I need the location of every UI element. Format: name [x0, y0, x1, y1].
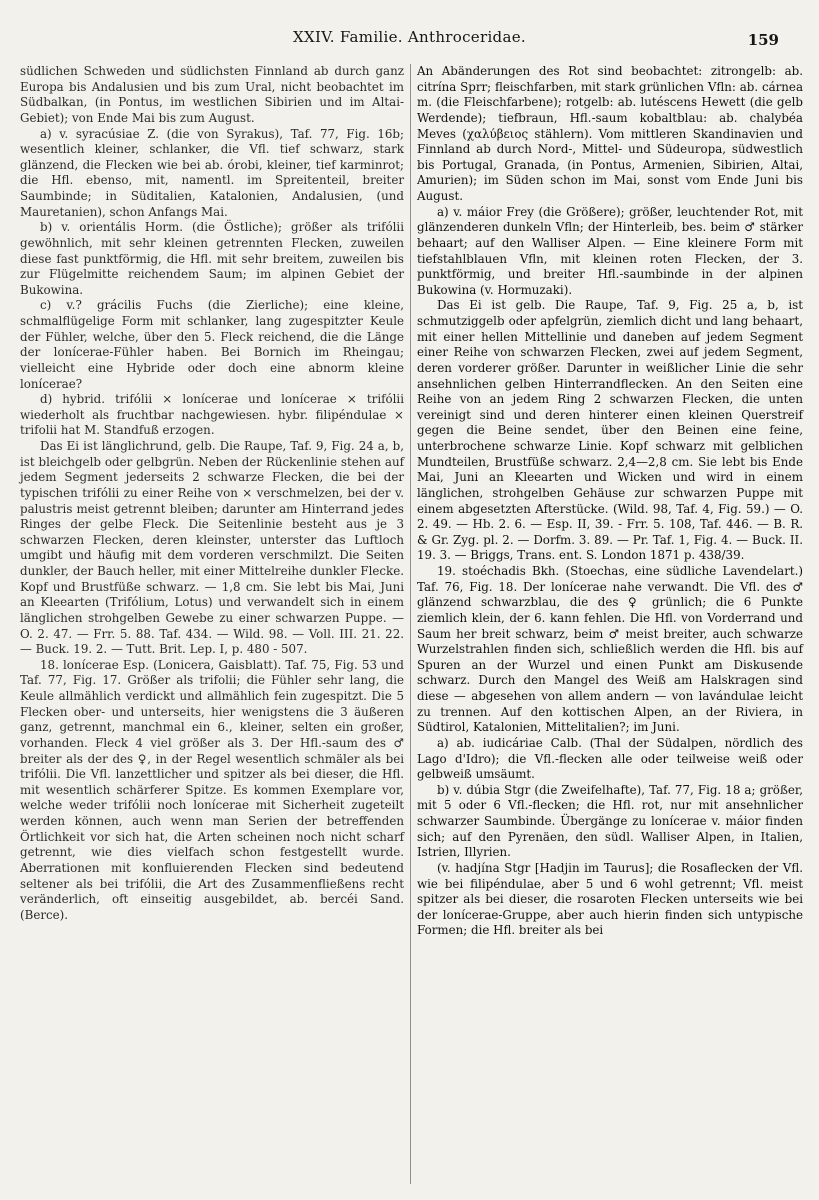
paragraph-species-stoechadis: 19. stoéchadis Bkh. (Stoechas, eine südliche Lavendelart.) Taf. 76, Fig. 18. Der lonícerae nahe verwandt. Die Vfl. des ♂ glänzend schwarzblau, die des ♀ grünlich; die 6 Punkte ziemlich klein, der 6. kann fehlen. Die Hfl. von Vorderrand und Saum her breit schwarz, beim ♂ meist breiter, auch schwarze Wurzelstrahlen finden sich, schließlich werden die Hfl. bis auf Spuren an der Wurzel und einen Punkt am Diskusende schwarz. Durch den Mangel des Weiß am Halskragen sind diese — abgesehen von allem andern — von lavándulae leicht zu trennen. Auf den kottischen Alpen, an der Riviera, in Südtirol, Katalonien, Mittelitalien?; im Juni. [417, 564, 803, 735]
paragraph-distribution: südlichen Schweden und südlichsten Finnland ab durch ganz Europa bis Andalusien und bis zum Ural, nicht beobachtet im Südbalkan, (in Pontus, im westlichen Sibirien und im Altai-Gebiet); von Ende Mai bis zum August. [20, 64, 404, 125]
page-number: 159 [747, 31, 779, 49]
family-heading: XXIV. Familie. Anthroceridae. [293, 28, 526, 46]
running-head [0, 28, 819, 50]
column-divider [410, 64, 411, 1184]
left-column [20, 64, 404, 923]
paragraph-variety-hadjina: (v. hadjína Stgr [Hadjin im Taurus]; die Rosaflecken der Vfl. wie bei filipéndulae, aber 5 und 6 wohl getrennt; Vfl. meist spitzer als bei dieser, die rosaroten Flecken unterseits wie bei der lonícerae-Gruppe, aber auch hierin finden sich untypische Formen; die Hfl. breiter als bei [417, 860, 803, 938]
paragraph-egg-larva-lonicerae: Das Ei ist gelb. Die Raupe, Taf. 9, Fig. 25 a, b, ist schmutziggelb oder apfelgrün, ziemlich dicht und lang behaart, mit einer hellen Mittellinie und daneben auf jedem Segment einer Reihe von schwarzen Flecken, zwei auf jedem Segment, deren vorderer größer. Darunter in weißlicher Linie die sehr ansehnlichen gelben Hinterrandflecken. An den Seiten eine Reihe von an jedem Ring 2 schwarzen Flecken, die unten vereinigt sind und deren hinterer einen kleinen Querstreif gegen die Beine sendet, über den Beinen eine feine, unterbrochene schwarze Linie. Kopf schwarz mit gelblichen Mundteilen, Brustfüße schwarz. 2,4—2,8 cm. Sie lebt bis Ende Mai, Juni an Kleearten und Wicken und wird in einem länglichen, strohgelben Gehäuse zur schwarzen Puppe mit einem abgesetzten Afterstücke. (Wild. 98, Taf. 4, Fig. 59.) — O. 2. 49. — Hb. 2. 6. — Esp. II, 39. - Frr. 5. 108, Taf. 446. — B. R. & Gr. Zyg. pl. 2. — Dorfm. 3. 89. — Pr. Taf. 1, Fig. 4. — Buck. II. 19. 3. — Briggs, Trans. ent. S. London 1871 p. 438/39. [417, 298, 803, 563]
paragraph-variety-gracilis: c) v.? grácilis Fuchs (die Zierliche); eine kleine, schmalflügelige Form mit schlanker, lang zugespitzter Keule der Fühler, welche, über den 5. Fleck reichend, die die Länge der lonícerae-Fühler haben. Bei Bornich im Rheingau; vielleicht eine Hybride oder doch eine abnorm kleine lonícerae? [20, 298, 404, 391]
paragraph-hybrids: d) hybrid. trifólii × lonícerae und lonícerae × trifólii wiederholt als fruchtbar nachgewiesen. hybr. filipéndulae × trifolii hat M. Standfuß erzogen. [20, 392, 404, 438]
paragraph-variety-dubia: b) v. dúbia Stgr (die Zweifelhafte), Taf. 77, Fig. 18 a; größer, mit 5 oder 6 Vfl.-flecken; die Hfl. rot, nur mit ansehnlicher schwarzer Saumbinde. Übergänge zu lonícerae v. máior finden sich; auf den Pyrenäen, den südl. Walliser Alpen, in Italien, Istrien, Illyrien. [417, 782, 803, 860]
paragraph-aberration-iudicariae: a) ab. iudicáriae Calb. (Thal der Südalpen, nördlich des Lago d'Idro); die Vfl.-flecken alle oder teilweise weiß oder gelbweiß umsäumt. [417, 735, 803, 782]
paragraph-variety-orientalis: b) v. orientális Horm. (die Östliche); größer als trifólii gewöhnlich, mit sehr kleinen getrennten Flecken, zuweilen diese fast punktförmig, die Hfl. mit sehr breitem, zuweilen bis zur Flügelmitte reichendem Saum; im alpinen Gebiet der Bukowina. [20, 220, 404, 297]
right-column [417, 64, 803, 939]
paragraph-egg-larva: Das Ei ist länglichrund, gelb. Die Raupe, Taf. 9, Fig. 24 a, b, ist bleichgelb oder gelbgrün. Neben der Rückenlinie stehen auf jedem Segment jederseits 2 schwarze Flecken, die bei der typischen trifólii zu einer Reihe von × verschmelzen, bei der v. palustris meist getrennt bleiben; darunter am Hinterrand jedes Ringes der gelbe Fleck. Die Seitenlinie besteht aus je 3 schwarzen Flecken, deren kleinster, unterster das Luftloch umgibt und häufig mit dem vorderen verschmilzt. Die Seiten dunkler, der Bauch heller, mit einer Mittelreihe dunkler Flecke. Kopf und Brustfüße schwarz. — 1,8 cm. Sie lebt bis Mai, Juni an Kleearten (Trifólium, Lotus) und verwandelt sich in einem länglichen strohgelben Gewebe zu einer schwarzen Puppe. — O. 2. 47. — Frr. 5. 88. Taf. 434. — Wild. 98. — Voll. III. 21. 22. — Buck. 19. 2. — Tutt. Brit. Lep. I, p. 480 - 507. [20, 439, 404, 657]
paragraph-aberrations: An Abänderungen des Rot sind beobachtet: zitrongelb: ab. citrína Sprr; fleischfarben, mit stark grünlichen Vfln: ab. cárnea m. (die Fleischfarbene); rotgelb: ab. lutéscens Hewett (die gelb Werdende); tiefbraun, Hfl.-saum kobaltblau: ab. chalybéa Meves (χαλύβειος stählern). Vom mittleren Skandinavien und Finnland ab durch Nord-, Mittel- und Südeuropa, südwestlich bis Portugal, Granada, (in Pontus, Armenien, Sibirien, Altai, Amurien); im Süden schon im Mai, sonst vom Ende Juni bis August. [417, 64, 803, 203]
paragraph-variety-maior: a) v. máior Frey (die Größere); größer, leuchtender Rot, mit glänzenderen dunkeln Vfln; der Hinterleib, bes. beim ♂ stärker behaart; auf den Walliser Alpen. — Eine kleinere Form mit tiefstahlblauen Vfln, mit kleinen roten Flecken, der 3. punktförmig, und breiter Hfl.-saumbinde in der alpinen Bukowina (v. Hormuzaki). [417, 204, 803, 297]
paragraph-variety-syracusiae: a) v. syracúsiae Z. (die von Syrakus), Taf. 77, Fig. 16b; wesentlich kleiner, schlanker, die Vfl. tief schwarz, stark glänzend, die Flecken wie bei ab. órobi, kleiner, tief karminrot; die Hfl. ebenso, mit, namentl. im Spreitenteil, breiter Saumbinde; in Süditalien, Katalonien, Andalusien, (und Mauretanien), schon Anfangs Mai. [20, 126, 404, 219]
paragraph-species-lonicerae: 18. lonícerae Esp. (Lonicera, Gaisblatt). Taf. 75, Fig. 53 und Taf. 77, Fig. 17. Größer als trifolii; die Fühler sehr lang, die Keule allmählich verdickt und allmählich fein zugespitzt. Die 5 Flecken ober- und unterseits, hier wenigstens die 3 äußeren ganz, getrennt, manchmal ein 6., kleiner, selten ein großer, vorhanden. Fleck 4 viel größer als 3. Der Hfl.-saum des ♂ breiter als der des ♀, in der Regel wesentlich schmäler als bei trifólii. Die Vfl. lanzettlicher und spitzer als bei dieser, die Hfl. mit wesentlich schärferer Spitze. Es kommen Exemplare vor, welche weder trifólii noch lonícerae mit Sicherheit zugeteilt werden können, auch wenn man Serien der betreffenden Örtlichkeit vor sich hat, die Arten scheinen noch nicht scharf getrennt, wie dies vielfach schon festgestellt wurde. Aberrationen mit konfluierenden Flecken sind bedeutend seltener als bei trifólii, die Art des Zusammenfließens recht veränderlich, oft einseitig ausgebildet, ab. bercéi Sand. (Berce). [20, 657, 404, 922]
